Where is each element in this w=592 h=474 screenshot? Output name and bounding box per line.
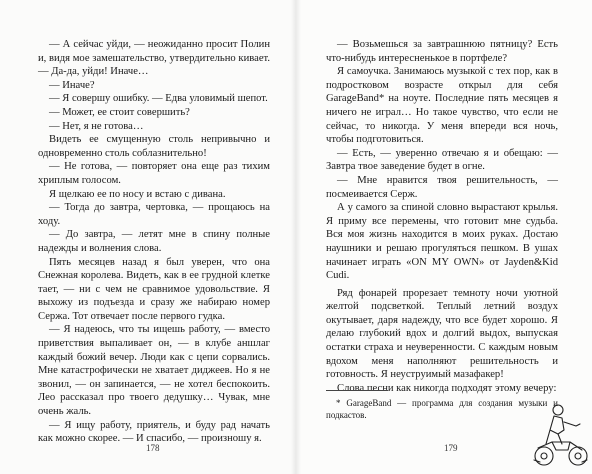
paragraph: Видеть ее смущенную столь непривычно и одновременно столь соблазнительно!	[38, 134, 270, 159]
paragraph: Я щелкаю ее по носу и встаю с дивана.	[49, 188, 226, 200]
left-page-text	[38, 38, 270, 446]
paragraph: — Может, ее стоит совершить?	[49, 106, 190, 118]
page-number: 179	[444, 443, 458, 453]
paragraph: — Не готова, — повторяет она еще раз тихим хриплым голосом.	[38, 161, 270, 186]
footnote	[326, 397, 558, 421]
paragraph: — Я ищу работу, приятель, и буду рад начать как можно скорее. — И спасибо, — произношу я.	[38, 419, 270, 445]
paragraph: — Тогда до завтра, чертовка, — прощаюсь на ходу.	[38, 202, 270, 227]
paragraph: — А сейчас уйди, — неожиданно просит Полин и, видя мое замешательство, утвердительно кивает. — Да-да, уйди! Иначе…	[38, 39, 270, 78]
paragraph: — Есть, — уверенно отвечаю я и обещаю: — Завтра твое заведение будет в огне.	[326, 147, 558, 173]
paragraph: — Я надеюсь, что ты ищешь работу, — вместо приветствия выпаливает он, — в клубе аншлаг каждый божий вечер. Люди как с цепи сорвались. Мне катастрофически не хватает диджеев. Но я не звонил, — он запинается, — не хотел беспокоить. Лео рассказал про твоего дедушку… Чувак, мне очень жаль.	[38, 324, 270, 418]
paragraph: — Нет, я не готова…	[49, 120, 144, 132]
paragraph: Пять месяцев назад я был уверен, что она Снежная королева. Видеть, как в ее грудной клетке тает, — ни с чем не сравнимое удовольствие. Я выхожу из подъезда и сразу же набираю номер Сержа. Тот отвечает после первого гудка.	[38, 256, 270, 322]
paragraph: — Мне нравится твоя решительность, — посмеивается Серж.	[326, 174, 558, 200]
paragraph: Я самоучка. Занимаюсь музыкой с тех пор, как в подростковом возрасте открыл для себя GarageBand* на ноуте. Последние пять месяцев я ничего не играл… Но такое чувство, что если не сейчас, то никогда. У меня впереди вся ночь, чтобы подготовиться.	[326, 66, 558, 146]
right-page-text	[326, 38, 558, 395]
paragraph: Слова песни как никогда подходят этому вечеру:	[337, 382, 557, 394]
footnote-rule	[326, 390, 388, 391]
book-gutter	[291, 0, 301, 474]
paragraph: Ряд фонарей прорезает темноту ночи уютной желтой подсветкой. Теплый летний воздух окутывает, даря надежду, что все будет хорошо. Я делаю глубокий вдох и долгий выдох, выпуская остатки страха и неуверенности. С каждым новым вдохом меня наполняют решительность и готовность. Я неуструимый мазафакер!	[326, 287, 558, 381]
page-number: 178	[146, 443, 160, 453]
paragraph: — Возьмешься за завтрашнюю пятницу? Есть что-нибудь интересненькое в портфеле?	[326, 39, 558, 64]
paragraph: — До завтра, — летят мне в спину полные надежды и волнения слова.	[38, 229, 270, 254]
paragraph: А у самого за спиной словно вырастают крылья. Я приму все перемены, что готовит мне судьба. Вся моя жизнь находится в моих руках. Достаю наушники и решаю прогуляться пешком. В ушах начинает играть «ON MY OWN» от Jayden&Kid Cudi.	[326, 202, 558, 282]
paragraph: — Я совершу ошибку. — Едва уловимый шепот.	[49, 93, 268, 105]
paragraph: — Иначе?	[49, 79, 95, 91]
motorcycle-rider-icon	[532, 400, 588, 470]
footnote-text: * GarageBand — программа для создания музыки и подкастов.	[326, 398, 558, 420]
